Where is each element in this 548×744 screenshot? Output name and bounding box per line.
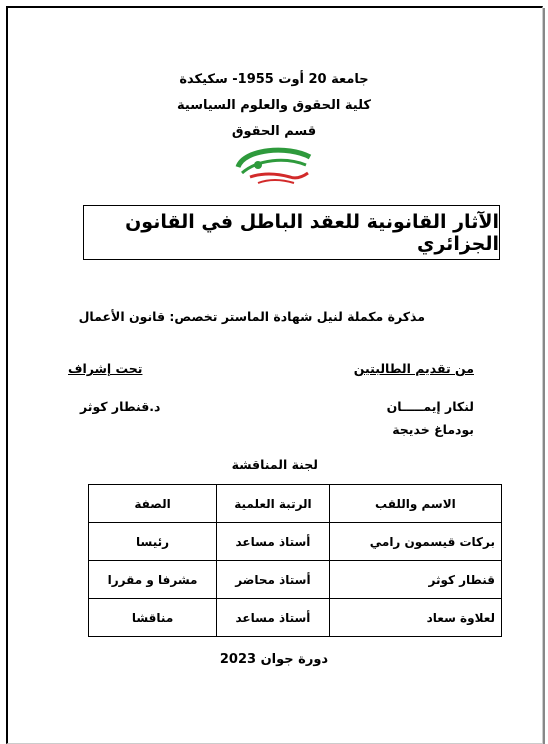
member-rank: أستاذ محاضر (217, 561, 330, 599)
member-name: لعلاوة سعاد (329, 599, 501, 637)
member-name: قنطار كوثر (329, 561, 501, 599)
table-row (89, 523, 502, 561)
committee-table (88, 484, 502, 637)
member-name: بركات قيسمون رامي (329, 523, 501, 561)
thesis-title: الآثار القانونية للعقد الباطل في القانون الجزائري (83, 205, 500, 260)
students-label: من تقديم الطالبتين (353, 361, 474, 376)
member-role: مناقشا (89, 599, 217, 637)
student-name-2: بودماغ خديجة (392, 422, 474, 437)
supervisor-name: د.قنطار كوثر (80, 399, 161, 414)
header-rank: الرتبة العلمية (217, 485, 330, 523)
member-rank: أستاذ مساعد (217, 523, 330, 561)
faculty-name: كلية الحقوق والعلوم السياسية (177, 98, 371, 113)
university-name: جامعة 20 أوت 1955- سكيكدة (179, 72, 369, 87)
student-name-1: لنكار إيمـــــان (386, 399, 474, 414)
member-role: مشرفا و مقررا (89, 561, 217, 599)
supervisor-label: تحت إشراف (68, 361, 143, 376)
header-role: الصفة (89, 485, 217, 523)
committee-label: لجنة المناقشة (231, 457, 318, 472)
member-rank: أستاذ مساعد (217, 599, 330, 637)
university-logo (228, 143, 320, 189)
thesis-subtitle: مذكرة مكملة لنيل شهادة الماستر تخصص: قانون الأعمال (78, 309, 425, 324)
header-name: الاسم واللقب (329, 485, 501, 523)
session-date: دورة جوان 2023 (219, 652, 329, 667)
member-role: رئيسا (89, 523, 217, 561)
department-name: قسم الحقوق (231, 124, 317, 139)
table-row (89, 599, 502, 637)
table-header-row (89, 485, 502, 523)
table-row (89, 561, 502, 599)
